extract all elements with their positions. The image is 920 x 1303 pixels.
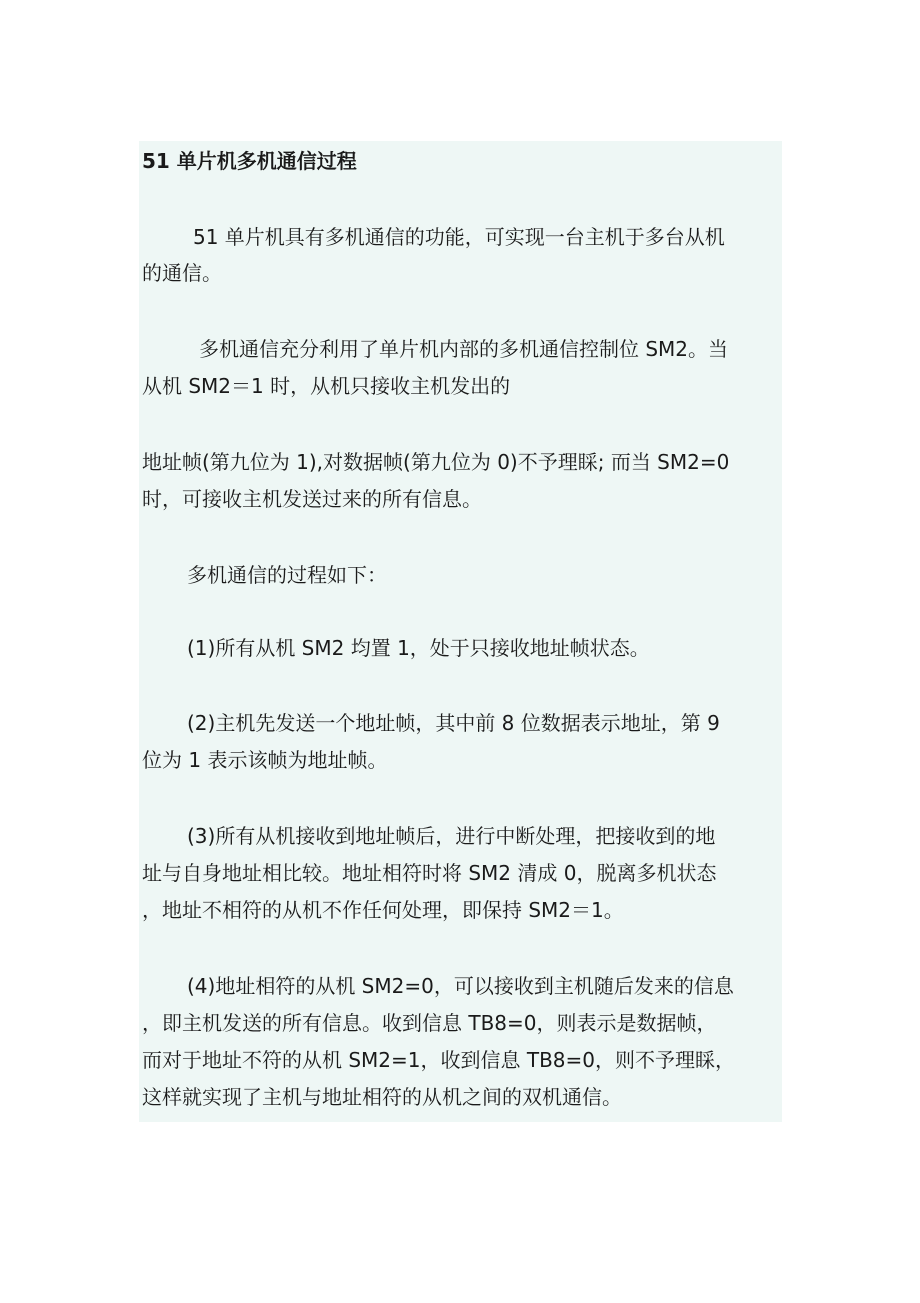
paragraph-sm2-line-1: 多机通信充分利用了单片机内部的多机通信控制位 SM2。当 [199,337,729,361]
paragraph-intro-line-2: 的通信。 [142,261,222,285]
document-title: 51 单片机多机通信过程 [142,149,357,173]
paragraph-step-1-line-1: (1)所有从机 SM2 均置 1，处于只接收地址帧状态。 [187,636,650,660]
paragraph-step-2-line-1: (2)主机先发送一个地址帧，其中前 8 位数据表示地址，第 9 [187,711,720,735]
paragraph-sm2-line-2: 从机 SM2＝1 时，从机只接收主机发出的 [142,374,511,398]
paragraph-step-2-line-2: 位为 1 表示该帧为地址帧。 [142,748,388,772]
paragraph-sm2-cont-line-2: 时，可接收主机发送过来的所有信息。 [142,487,482,511]
paragraph-sm2-cont-line-1: 地址帧(第九位为 1),对数据帧(第九位为 0)不予理睬; 而当 SM2=0 [142,450,730,474]
paragraph-step-4-line-4: 这样就实现了主机与地址相符的从机之间的双机通信。 [142,1085,622,1109]
paragraph-step-3-line-3: ，地址不相符的从机不作任何处理，即保持 SM2＝1。 [142,898,624,922]
paragraph-process-heading: 多机通信的过程如下： [187,563,387,587]
paragraph-step-4-line-3: 而对于地址不符的从机 SM2=1，收到信息 TB8=0，则不予理睬， [142,1048,736,1072]
paragraph-step-3-line-1: (3)所有从机接收到地址帧后，进行中断处理，把接收到的地 [187,824,716,848]
paragraph-step-4-line-1: (4)地址相符的从机 SM2=0，可以接收到主机随后发来的信息 [187,974,734,998]
paragraph-intro-line-1: 51 单片机具有多机通信的功能，可实现一台主机于多台从机 [193,225,725,249]
paragraph-step-4-line-2: ，即主机发送的所有信息。收到信息 TB8=0，则表示是数据帧， [142,1011,717,1035]
paragraph-step-3-line-2: 址与自身地址相比较。地址相符时将 SM2 清成 0，脱离多机状态 [142,861,717,885]
